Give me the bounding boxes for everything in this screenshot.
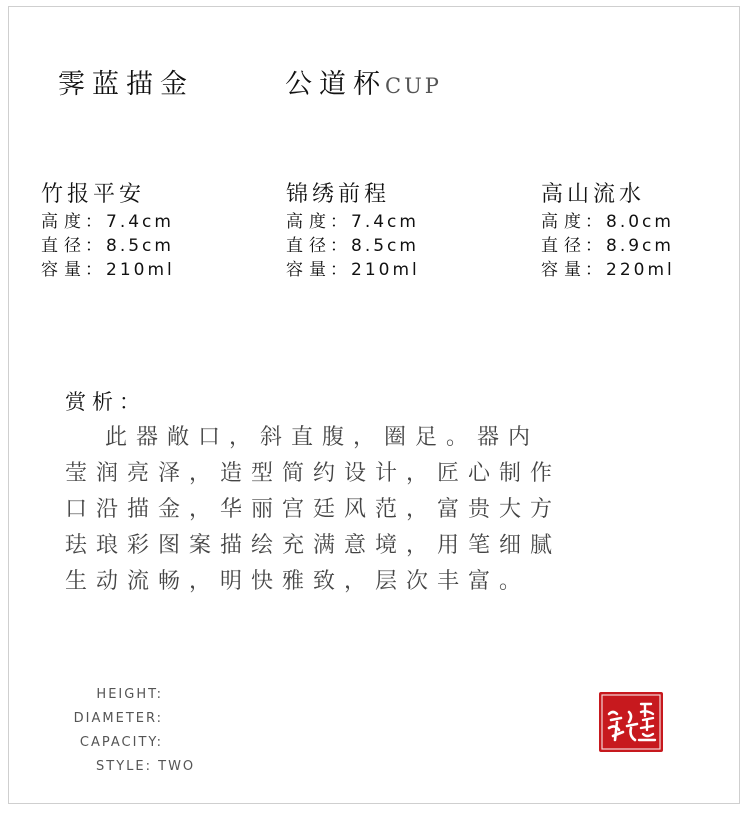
spec-colon: ： [585,236,602,256]
meta-style-value: TWO [158,759,196,774]
spec-block-zhubao [41,180,241,282]
title-en: CUP [385,74,442,98]
spec-value: 8.5cm [106,236,174,256]
spec-label: 直径 [41,236,87,256]
spec-diameter-row [286,234,486,258]
seal-glyph-icon [599,692,663,752]
spec-label: 容量 [541,260,587,280]
meta-style-line [63,755,296,779]
spec-value: 210ml [106,260,175,280]
spec-label: 高度 [41,212,87,232]
spec-colon: ： [85,260,102,280]
spec-height-row [541,210,741,234]
spec-label: 高度 [541,212,587,232]
spec-capacity-row [41,258,241,282]
seal-stamp-icon [599,692,663,752]
spec-colon: ： [85,236,102,256]
meta-height-label: HEIGHT: [96,687,163,702]
spec-colon: ： [585,212,602,232]
spec-value: 7.4cm [106,212,174,232]
analysis-line: 此器敞口，斜直腹，圈足。器内 [105,425,540,450]
spec-diameter-row [41,234,241,258]
meta-diameter-label: DIAMETER: [73,711,163,726]
spec-value: 8.0cm [606,212,674,232]
title-sub-group [285,62,442,101]
spec-name: 锦绣前程 [286,182,391,207]
spec-colon: ： [585,260,602,280]
spec-capacity-row [286,258,486,282]
spec-label: 直径 [286,236,332,256]
title-main: 霁蓝描金 [58,69,194,100]
spec-label: 高度 [286,212,332,232]
spec-colon: ： [330,236,347,256]
spec-value: 8.9cm [606,236,674,256]
meta-labels [63,683,213,779]
analysis-body [65,420,585,600]
analysis-line: 珐琅彩图案描绘充满意境，用笔细腻 [65,533,562,558]
spec-label: 容量 [41,260,87,280]
spec-block-jinxiu [286,180,486,282]
meta-capacity-label: CAPACITY: [79,735,163,750]
spec-diameter-row [541,234,741,258]
analysis-title: 赏析： [65,390,146,414]
analysis-line: 莹润亮泽，造型简约设计，匠心制作 [65,461,562,486]
spec-value: 210ml [351,260,420,280]
spec-capacity-row [541,258,741,282]
spec-value: 220ml [606,260,675,280]
spec-label: 容量 [286,260,332,280]
spec-name: 竹报平安 [41,182,146,207]
analysis-line: 生动流畅，明快雅致，层次丰富。 [65,569,531,594]
spec-colon: ： [330,212,347,232]
spec-block-gaoshan [541,180,741,282]
spec-name: 高山流水 [541,182,646,207]
meta-style-label: STYLE: [96,759,152,774]
spec-label: 直径 [541,236,587,256]
title-sub: 公道杯 [285,69,387,100]
spec-value: 7.4cm [351,212,419,232]
spec-height-row [286,210,486,234]
page-title [58,62,442,102]
spec-height-row [41,210,241,234]
spec-colon: ： [85,212,102,232]
spec-colon: ： [330,260,347,280]
analysis-line: 口沿描金，华丽宫廷风范，富贵大方 [65,497,562,522]
spec-value: 8.5cm [351,236,419,256]
